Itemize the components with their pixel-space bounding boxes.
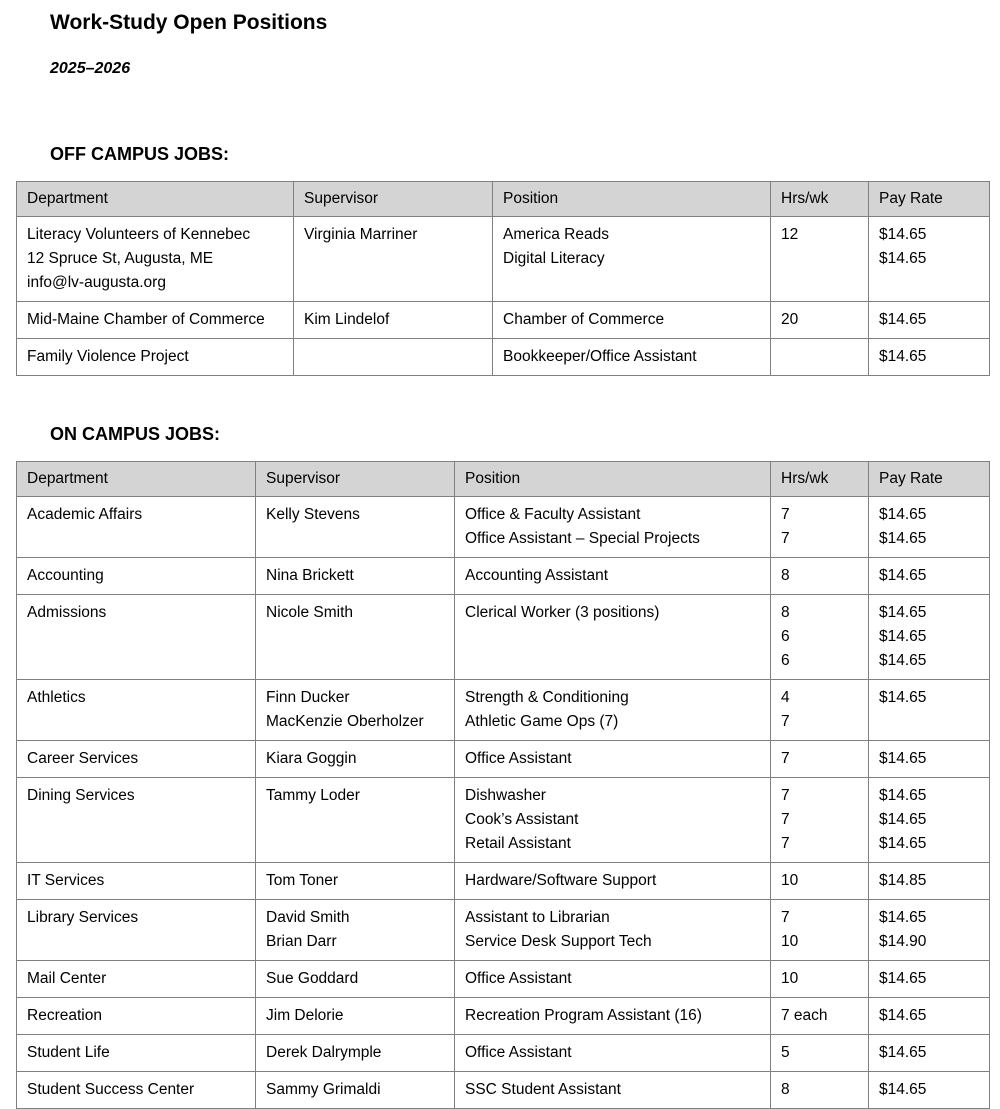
cell-department-line bbox=[27, 649, 255, 673]
cell-supervisor-line: MacKenzie Oberholzer bbox=[266, 713, 424, 730]
cell-department bbox=[17, 863, 256, 900]
cell-pay-rate-line: $14.65 bbox=[879, 835, 927, 852]
table-row bbox=[17, 595, 990, 680]
cell-supervisor bbox=[256, 998, 455, 1035]
cell-position-line: Accounting Assistant bbox=[465, 567, 609, 584]
cell-pay-rate-line: $14.65 bbox=[879, 689, 927, 706]
cell-position-line: Retail Assistant bbox=[465, 835, 571, 852]
column-header-position: Position bbox=[455, 462, 771, 497]
cell-supervisor-line: Sammy Grimaldi bbox=[266, 1081, 381, 1098]
cell-position-line bbox=[465, 649, 770, 673]
cell-hours bbox=[771, 900, 869, 961]
table-row bbox=[17, 1072, 990, 1109]
table-row bbox=[17, 680, 990, 741]
cell-department bbox=[17, 497, 256, 558]
cell-pay-rate-line bbox=[879, 271, 989, 295]
cell-department-line: Dining Services bbox=[27, 787, 135, 804]
cell-pay-rate bbox=[869, 900, 990, 961]
cell-department bbox=[17, 1035, 256, 1072]
cell-department-line: Academic Affairs bbox=[27, 506, 143, 523]
cell-department-line: Literacy Volunteers of Kennebec bbox=[27, 226, 251, 243]
cell-pay-rate-line: $14.65 bbox=[879, 506, 927, 523]
table-row bbox=[17, 558, 990, 595]
cell-pay-rate bbox=[869, 497, 990, 558]
academic-year-subtitle: 2025–2026 bbox=[50, 60, 131, 77]
cell-department-line: Family Violence Project bbox=[27, 348, 189, 365]
cell-supervisor-line: David Smith bbox=[266, 909, 350, 926]
cell-department bbox=[17, 217, 294, 302]
table-row bbox=[17, 302, 990, 339]
table-header-row bbox=[17, 182, 990, 217]
cell-supervisor bbox=[256, 1072, 455, 1109]
cell-supervisor bbox=[256, 595, 455, 680]
cell-position-line: Hardware/Software Support bbox=[465, 872, 657, 889]
cell-hours bbox=[771, 302, 869, 339]
cell-pay-rate bbox=[869, 217, 990, 302]
table-row bbox=[17, 961, 990, 998]
cell-position bbox=[455, 998, 771, 1035]
cell-hours bbox=[771, 961, 869, 998]
cell-department-line: Mail Center bbox=[27, 970, 107, 987]
cell-department bbox=[17, 558, 256, 595]
column-header-supervisor: Supervisor bbox=[294, 182, 493, 217]
cell-supervisor bbox=[256, 900, 455, 961]
cell-department-line bbox=[27, 930, 255, 954]
table-row bbox=[17, 900, 990, 961]
cell-hours bbox=[771, 998, 869, 1035]
cell-department-line: Career Services bbox=[27, 750, 139, 767]
cell-position bbox=[455, 863, 771, 900]
cell-position bbox=[455, 1072, 771, 1109]
cell-supervisor-line bbox=[266, 649, 454, 673]
cell-position bbox=[455, 595, 771, 680]
cell-department bbox=[17, 595, 256, 680]
cell-pay-rate bbox=[869, 558, 990, 595]
table-row bbox=[17, 497, 990, 558]
cell-pay-rate-line: $14.90 bbox=[879, 933, 927, 950]
cell-hours-line: 7 bbox=[781, 506, 790, 523]
cell-department-line bbox=[27, 808, 255, 832]
cell-supervisor-line: Tammy Loder bbox=[266, 787, 360, 804]
cell-supervisor-line bbox=[304, 247, 492, 271]
cell-department-line: Accounting bbox=[27, 567, 104, 584]
cell-supervisor bbox=[256, 1035, 455, 1072]
cell-hours bbox=[771, 741, 869, 778]
column-header-pay-rate: Pay Rate bbox=[869, 462, 990, 497]
cell-position-line: Office Assistant bbox=[465, 970, 572, 987]
cell-position-line: Athletic Game Ops (7) bbox=[465, 713, 619, 730]
cell-position-line: Assistant to Librarian bbox=[465, 909, 610, 926]
page-title: Work-Study Open Positions bbox=[50, 11, 328, 34]
cell-hours-line: 5 bbox=[781, 1044, 790, 1061]
cell-department bbox=[17, 339, 294, 376]
cell-supervisor-line bbox=[304, 345, 492, 369]
cell-hours bbox=[771, 680, 869, 741]
cell-department bbox=[17, 961, 256, 998]
cell-position-line: Clerical Worker (3 positions) bbox=[465, 604, 660, 621]
cell-supervisor-line: Finn Ducker bbox=[266, 689, 350, 706]
cell-pay-rate bbox=[869, 1072, 990, 1109]
cell-position-line: SSC Student Assistant bbox=[465, 1081, 621, 1098]
cell-supervisor-line: Brian Darr bbox=[266, 933, 337, 950]
cell-hours-line bbox=[781, 247, 868, 271]
cell-hours-line: 7 bbox=[781, 811, 790, 828]
cell-hours-line: 10 bbox=[781, 970, 799, 987]
cell-supervisor-line: Kelly Stevens bbox=[266, 506, 360, 523]
cell-hours-line: 12 bbox=[781, 226, 799, 243]
cell-department-line: 12 Spruce St, Augusta, ME bbox=[27, 250, 214, 267]
cell-position bbox=[455, 558, 771, 595]
cell-pay-rate-line: $14.65 bbox=[879, 530, 927, 547]
cell-supervisor-line bbox=[304, 271, 492, 295]
cell-department-line: Admissions bbox=[27, 604, 107, 621]
cell-position bbox=[455, 778, 771, 863]
cell-pay-rate-line: $14.65 bbox=[879, 604, 927, 621]
cell-pay-rate-line: $14.65 bbox=[879, 750, 927, 767]
cell-position-line: Digital Literacy bbox=[503, 250, 605, 267]
cell-pay-rate-line: $14.65 bbox=[879, 348, 927, 365]
cell-hours-line: 20 bbox=[781, 311, 799, 328]
cell-pay-rate-line: $14.65 bbox=[879, 909, 927, 926]
off-campus-jobs-table bbox=[16, 181, 990, 376]
cell-pay-rate bbox=[869, 680, 990, 741]
cell-position bbox=[455, 1035, 771, 1072]
cell-supervisor-line: Sue Goddard bbox=[266, 970, 359, 987]
cell-pay-rate bbox=[869, 778, 990, 863]
column-header-hours: Hrs/wk bbox=[771, 462, 869, 497]
cell-position-line bbox=[465, 625, 770, 649]
cell-department-line: Mid-Maine Chamber of Commerce bbox=[27, 311, 265, 328]
cell-pay-rate-line: $14.65 bbox=[879, 970, 927, 987]
cell-department-line bbox=[27, 710, 255, 734]
cell-hours-line bbox=[781, 345, 868, 369]
cell-pay-rate bbox=[869, 863, 990, 900]
cell-department bbox=[17, 900, 256, 961]
cell-department-line: IT Services bbox=[27, 872, 105, 889]
cell-supervisor bbox=[256, 497, 455, 558]
column-header-position: Position bbox=[493, 182, 771, 217]
cell-hours-line: 8 bbox=[781, 567, 790, 584]
cell-department-line bbox=[27, 832, 255, 856]
cell-department-line: Library Services bbox=[27, 909, 139, 926]
cell-position-line: Service Desk Support Tech bbox=[465, 933, 652, 950]
cell-pay-rate bbox=[869, 998, 990, 1035]
cell-department-line bbox=[27, 625, 255, 649]
cell-hours-line: 7 each bbox=[781, 1007, 828, 1024]
cell-position-line: Bookkeeper/Office Assistant bbox=[503, 348, 697, 365]
on-campus-rows-body bbox=[17, 497, 990, 1109]
table-row bbox=[17, 998, 990, 1035]
cell-department-line: info@lv-augusta.org bbox=[27, 274, 166, 291]
cell-position-line bbox=[503, 271, 770, 295]
cell-pay-rate-line: $14.65 bbox=[879, 250, 927, 267]
cell-pay-rate bbox=[869, 1035, 990, 1072]
cell-position-line: Office Assistant bbox=[465, 1044, 572, 1061]
cell-pay-rate-line: $14.65 bbox=[879, 1081, 927, 1098]
cell-position bbox=[493, 339, 771, 376]
cell-hours-line: 7 bbox=[781, 750, 790, 767]
cell-supervisor bbox=[294, 302, 493, 339]
cell-hours-line bbox=[781, 271, 868, 295]
cell-hours bbox=[771, 1072, 869, 1109]
cell-position-line: Chamber of Commerce bbox=[503, 311, 665, 328]
cell-supervisor-line: Tom Toner bbox=[266, 872, 339, 889]
cell-pay-rate-line: $14.65 bbox=[879, 811, 927, 828]
cell-pay-rate-line: $14.65 bbox=[879, 567, 927, 584]
cell-hours bbox=[771, 1035, 869, 1072]
cell-pay-rate bbox=[869, 741, 990, 778]
column-header-supervisor: Supervisor bbox=[256, 462, 455, 497]
cell-pay-rate bbox=[869, 961, 990, 998]
column-header-department: Department bbox=[17, 182, 294, 217]
cell-hours bbox=[771, 217, 869, 302]
cell-supervisor-line bbox=[266, 808, 454, 832]
cell-hours-line: 6 bbox=[781, 652, 790, 669]
cell-supervisor bbox=[294, 339, 493, 376]
cell-department bbox=[17, 998, 256, 1035]
cell-supervisor bbox=[256, 778, 455, 863]
cell-supervisor-line: Derek Dalrymple bbox=[266, 1044, 382, 1061]
cell-hours-line: 7 bbox=[781, 909, 790, 926]
cell-position bbox=[493, 217, 771, 302]
cell-pay-rate-line: $14.85 bbox=[879, 872, 927, 889]
cell-supervisor-line bbox=[266, 527, 454, 551]
section-heading-on-campus: ON CAMPUS JOBS: bbox=[50, 424, 221, 444]
cell-position bbox=[455, 900, 771, 961]
table-row bbox=[17, 1035, 990, 1072]
cell-position-line: Office Assistant bbox=[465, 750, 572, 767]
cell-department bbox=[17, 680, 256, 741]
table-header-row bbox=[17, 462, 990, 497]
cell-position bbox=[493, 302, 771, 339]
section-heading-off-campus: OFF CAMPUS JOBS: bbox=[50, 144, 230, 164]
cell-position bbox=[455, 680, 771, 741]
cell-supervisor bbox=[294, 217, 493, 302]
cell-pay-rate-line: $14.65 bbox=[879, 652, 927, 669]
cell-supervisor bbox=[256, 680, 455, 741]
table-row bbox=[17, 339, 990, 376]
cell-department-line: Athletics bbox=[27, 689, 86, 706]
cell-hours-line: 7 bbox=[781, 787, 790, 804]
cell-hours-line: 10 bbox=[781, 872, 799, 889]
cell-position-line: Dishwasher bbox=[465, 787, 546, 804]
cell-supervisor-line: Virginia Marriner bbox=[304, 226, 418, 243]
cell-department-line: Student Success Center bbox=[27, 1081, 195, 1098]
cell-department-line: Student Life bbox=[27, 1044, 110, 1061]
table-row bbox=[17, 778, 990, 863]
cell-hours-line: 7 bbox=[781, 713, 790, 730]
cell-hours bbox=[771, 339, 869, 376]
cell-position bbox=[455, 961, 771, 998]
cell-supervisor-line: Kim Lindelof bbox=[304, 311, 390, 328]
column-header-hours: Hrs/wk bbox=[771, 182, 869, 217]
cell-supervisor-line: Kiara Goggin bbox=[266, 750, 357, 767]
cell-hours bbox=[771, 558, 869, 595]
cell-pay-rate bbox=[869, 339, 990, 376]
cell-pay-rate-line bbox=[879, 710, 989, 734]
cell-hours-line: 7 bbox=[781, 835, 790, 852]
cell-pay-rate-line: $14.65 bbox=[879, 226, 927, 243]
table-row bbox=[17, 741, 990, 778]
cell-hours-line: 7 bbox=[781, 530, 790, 547]
cell-position-line: Cook’s Assistant bbox=[465, 811, 579, 828]
cell-hours-line: 10 bbox=[781, 933, 799, 950]
table-row bbox=[17, 863, 990, 900]
cell-position-line: America Reads bbox=[503, 226, 609, 243]
off-campus-rows-body bbox=[17, 217, 990, 376]
cell-supervisor bbox=[256, 863, 455, 900]
cell-department bbox=[17, 1072, 256, 1109]
cell-pay-rate-line: $14.65 bbox=[879, 311, 927, 328]
cell-hours bbox=[771, 778, 869, 863]
cell-pay-rate-line: $14.65 bbox=[879, 787, 927, 804]
cell-position-line: Office Assistant – Special Projects bbox=[465, 530, 700, 547]
on-campus-jobs-table bbox=[16, 461, 990, 1109]
cell-supervisor-line bbox=[266, 625, 454, 649]
cell-department bbox=[17, 778, 256, 863]
cell-position bbox=[455, 497, 771, 558]
cell-hours-line: 4 bbox=[781, 689, 790, 706]
cell-position bbox=[455, 741, 771, 778]
cell-position-line: Office & Faculty Assistant bbox=[465, 506, 641, 523]
cell-department bbox=[17, 741, 256, 778]
cell-hours-line: 8 bbox=[781, 1081, 790, 1098]
cell-pay-rate bbox=[869, 302, 990, 339]
cell-supervisor-line: Jim Delorie bbox=[266, 1007, 344, 1024]
table-row bbox=[17, 217, 990, 302]
cell-hours-line: 8 bbox=[781, 604, 790, 621]
cell-hours bbox=[771, 863, 869, 900]
cell-pay-rate-line: $14.65 bbox=[879, 628, 927, 645]
cell-supervisor-line: Nicole Smith bbox=[266, 604, 353, 621]
cell-supervisor-line bbox=[266, 832, 454, 856]
cell-department-line: Recreation bbox=[27, 1007, 102, 1024]
cell-supervisor bbox=[256, 558, 455, 595]
cell-department bbox=[17, 302, 294, 339]
cell-department-line bbox=[27, 527, 255, 551]
cell-pay-rate-line: $14.65 bbox=[879, 1007, 927, 1024]
cell-supervisor bbox=[256, 741, 455, 778]
cell-supervisor-line: Nina Brickett bbox=[266, 567, 354, 584]
cell-hours bbox=[771, 595, 869, 680]
column-header-department: Department bbox=[17, 462, 256, 497]
cell-pay-rate bbox=[869, 595, 990, 680]
cell-hours-line: 6 bbox=[781, 628, 790, 645]
cell-position-line: Recreation Program Assistant (16) bbox=[465, 1007, 702, 1024]
cell-pay-rate-line: $14.65 bbox=[879, 1044, 927, 1061]
cell-supervisor bbox=[256, 961, 455, 998]
cell-hours bbox=[771, 497, 869, 558]
cell-position-line: Strength & Conditioning bbox=[465, 689, 629, 706]
column-header-pay-rate: Pay Rate bbox=[869, 182, 990, 217]
